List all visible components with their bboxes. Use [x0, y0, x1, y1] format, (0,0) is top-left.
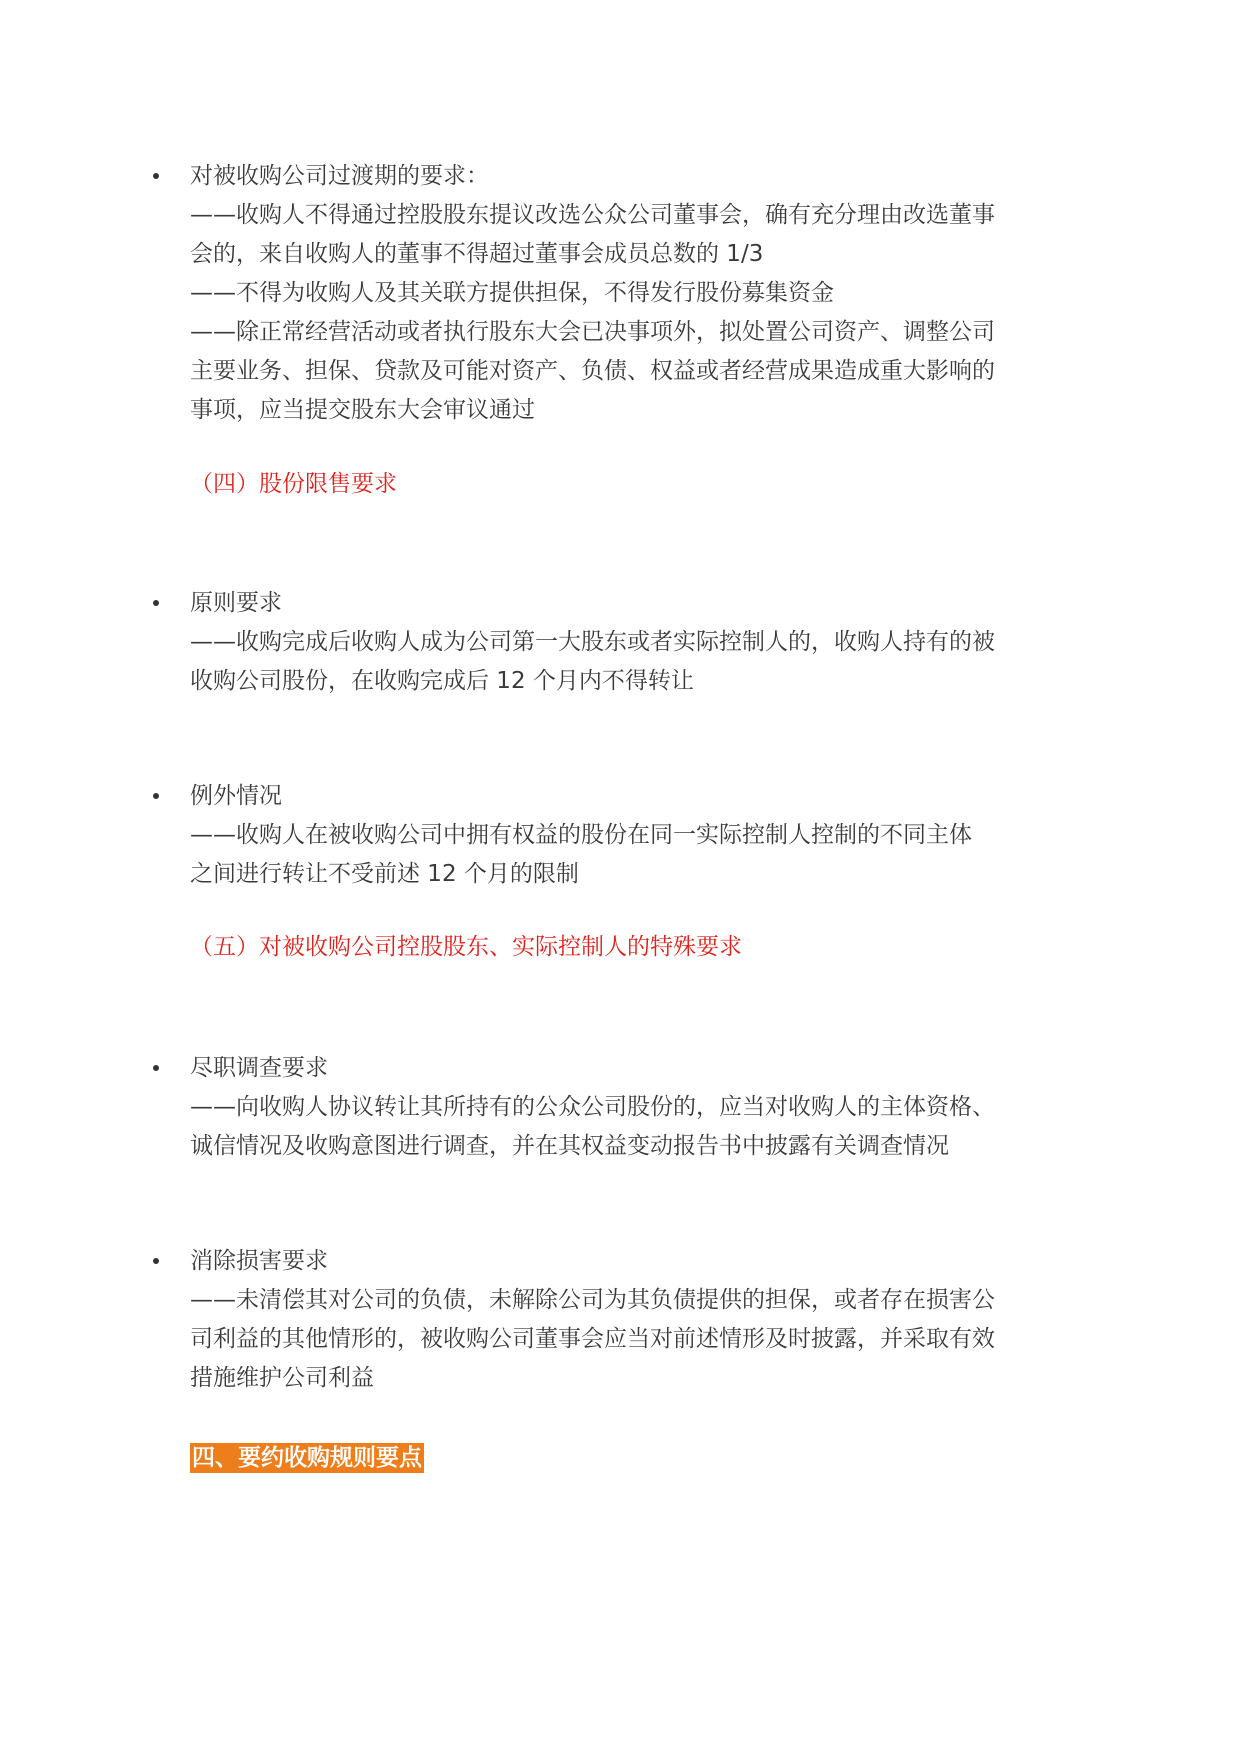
body-line: ——收购人在被收购公司中拥有权益的股份在同一实际控制人控制的不同主体: [190, 822, 972, 848]
bullet-dot-icon: [153, 793, 159, 799]
bullet-title: 例外情况: [190, 783, 282, 809]
body-line: ——除正常经营活动或者执行股东大会已决事项外，拟处置公司资产、调整公司: [190, 319, 995, 345]
bullet-title: 尽职调查要求: [190, 1055, 328, 1081]
body-line: ——向收购人协议转让其所持有的公众公司股份的，应当对收购人的主体资格、: [190, 1094, 995, 1120]
major-heading-tender-offer: 四、要约收购规则要点: [192, 1445, 422, 1471]
bullet-item-due-diligence: [190, 1049, 1070, 1166]
bullet-dot-icon: [153, 1065, 159, 1071]
bullet-dot-icon: [153, 173, 159, 179]
section-heading-share-lockup: （四）股份限售要求: [190, 471, 397, 497]
body-line: 收购公司股份，在收购完成后 12 个月内不得转让: [190, 668, 694, 694]
bullet-title: 原则要求: [190, 590, 282, 616]
body-line: 措施维护公司利益: [190, 1365, 374, 1391]
bullet-item-transition-period: [190, 157, 1070, 430]
body-line: ——收购人不得通过控股股东提议改选公众公司董事会，确有充分理由改选董事: [190, 202, 995, 228]
bullet-title: 消除损害要求: [190, 1248, 328, 1274]
body-line: 事项，应当提交股东大会审议通过: [190, 397, 535, 423]
bullet-item-principle: [190, 584, 1070, 701]
body-line: ——未清偿其对公司的负债，未解除公司为其负债提供的担保，或者存在损害公: [190, 1287, 995, 1313]
body-line: ——不得为收购人及其关联方提供担保，不得发行股份募集资金: [190, 280, 834, 306]
bullet-item-exception: [190, 777, 1070, 894]
bullet-dot-icon: [153, 600, 159, 606]
body-line: 司利益的其他情形的，被收购公司董事会应当对前述情形及时披露，并采取有效: [190, 1326, 995, 1352]
body-line: 诚信情况及收购意图进行调查，并在其权益变动报告书中披露有关调查情况: [190, 1133, 949, 1159]
bullet-dot-icon: [153, 1258, 159, 1264]
bullet-title: 对被收购公司过渡期的要求：: [190, 163, 489, 189]
body-line: 之间进行转让不受前述 12 个月的限制: [190, 861, 579, 887]
bullet-item-eliminate-harm: [190, 1242, 1070, 1398]
section-heading-controlling-shareholder: （五）对被收购公司控股股东、实际控制人的特殊要求: [190, 934, 742, 960]
body-line: 会的，来自收购人的董事不得超过董事会成员总数的 1/3: [190, 241, 764, 267]
body-line: ——收购完成后收购人成为公司第一大股东或者实际控制人的，收购人持有的被: [190, 629, 995, 655]
body-line: 主要业务、担保、贷款及可能对资产、负债、权益或者经营成果造成重大影响的: [190, 358, 995, 384]
